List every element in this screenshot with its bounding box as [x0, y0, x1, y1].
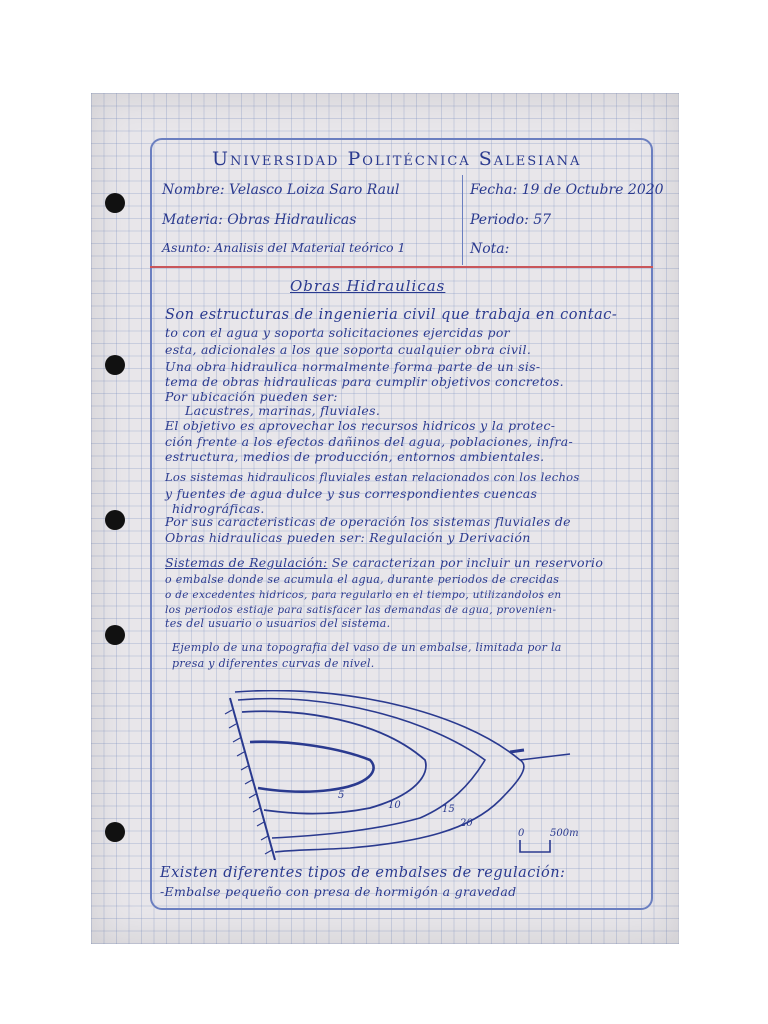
scale-label-start: 0 — [518, 828, 525, 839]
text-line: Una obra hidraulica normalmente forma parte de un sis- — [165, 359, 541, 374]
period: Periodo: 57 — [470, 212, 552, 228]
text-line: to con el agua y soporta solicitaciones ejercidas por — [165, 325, 510, 340]
binder-hole — [105, 822, 125, 842]
text-line: o de excedentes hidricos, para regularlo en el tiempo, utilizandolos en — [165, 589, 562, 601]
text-line: Obras hidraulicas pueden ser: Regulación y Derivación — [165, 530, 531, 545]
contour-10 — [242, 711, 426, 813]
contour-label: 15 — [442, 804, 455, 815]
contour-label: 20 — [460, 818, 473, 829]
stream-arrow — [510, 750, 524, 752]
binder-hole — [105, 355, 125, 375]
header-divider — [150, 266, 653, 268]
text-line: presa y diferentes curvas de nivel. — [172, 657, 375, 670]
text-line: Ejemplo de una topografia del vaso de un embalse, limitada por la — [172, 641, 562, 654]
text-line: El objetivo es aprovechar los recursos hidricos y la protec- — [165, 418, 556, 433]
page-title: Obras Hidraulicas — [290, 277, 446, 295]
text-line: tema de obras hidraulicas para cumplir objetivos concretos. — [165, 374, 564, 389]
text-line: Los sistemas hidraulicos fluviales estan relacionados con los lechos — [165, 470, 580, 484]
text-line: o embalse donde se acumula el agua, durante periodos de crecidas — [165, 573, 560, 586]
contour-label: 10 — [388, 800, 401, 811]
date: Fecha: 19 de Octubre 2020 — [470, 182, 664, 198]
text-line: estructura, medios de producción, entornos ambientales. — [165, 449, 545, 464]
dam-hatch — [225, 710, 272, 854]
reservoir-topography-sketch — [220, 690, 620, 870]
binder-hole — [105, 193, 125, 213]
header-column-divider — [462, 175, 463, 265]
text-line: los periodos estiaje para satisfacer las demandas de agua, provenien- — [165, 604, 557, 616]
text-line: Por ubicación pueden ser: — [165, 389, 338, 404]
topic: Asunto: Analisis del Material teórico 1 — [162, 240, 406, 255]
text-line: ción frente a los efectos dañinos del agua, poblaciones, infra- — [165, 434, 573, 449]
subject: Materia: Obras Hidraulicas — [162, 212, 357, 228]
text-line: tes del usuario o usuarios del sistema. — [165, 617, 391, 630]
text-line: -Embalse pequeño con presa de hormigón a gravedad — [160, 884, 517, 899]
contour-20 — [235, 691, 524, 852]
text-line: esta, adicionales a los que soporta cualquier obra civil. — [165, 342, 532, 357]
text-line: hidrográficas. — [172, 501, 265, 516]
stream-line — [520, 754, 570, 760]
grade: Nota: — [470, 241, 510, 257]
text-line: Existen diferentes tipos de embalses de regulación: — [160, 865, 566, 881]
text-line: y fuentes de agua dulce y sus correspondientes cuencas — [165, 486, 538, 501]
contour-label: 5 — [338, 790, 345, 801]
text-line: Son estructuras de ingenieria civil que trabaja en contac- — [165, 307, 618, 323]
student-name: Nombre: Velasco Loiza Saro Raul — [162, 182, 400, 198]
dam-line — [230, 698, 275, 860]
binder-hole — [105, 625, 125, 645]
scale-bar — [520, 840, 550, 852]
contour-5 — [250, 742, 374, 792]
university-title: Universidad Politécnica Salesiana — [212, 148, 582, 170]
text-fragment: Se caracterizan por incluir un reservorio — [331, 555, 604, 570]
scale-label-end: 500m — [550, 828, 579, 839]
text-line: Lacustres, marinas, fluviales. — [185, 403, 381, 418]
section-heading: Sistemas de Regulación: — [165, 555, 328, 570]
binder-hole — [105, 510, 125, 530]
text-line — [165, 557, 603, 570]
text-line: Por sus caracteristicas de operación los sistemas fluviales de — [165, 514, 571, 529]
